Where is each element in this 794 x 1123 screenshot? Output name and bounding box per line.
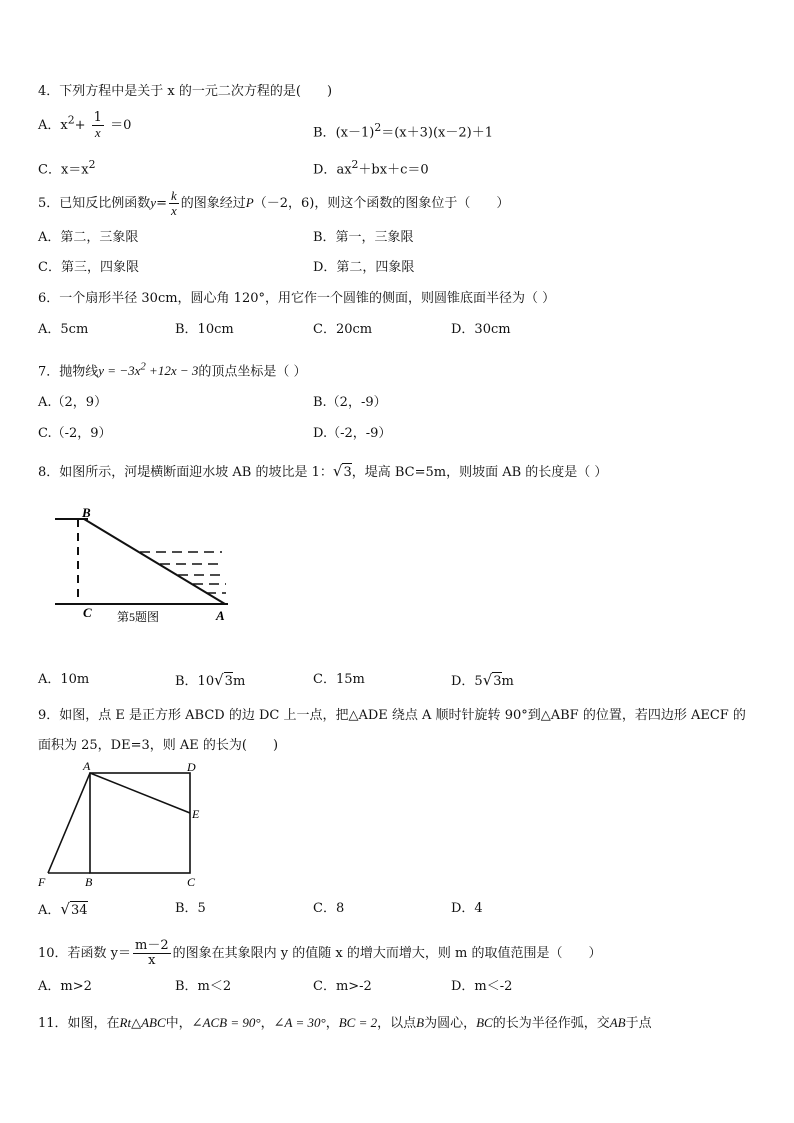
q8-levee-figure [50,500,240,630]
q6-option-b[interactable]: B．10cm [175,322,234,337]
q9-label-b: B [85,875,93,889]
q9-option-b[interactable]: B．5 [175,901,206,916]
q10-option-d[interactable]: D．m＜-2 [451,979,513,994]
q8-option-d[interactable]: D．5√3m [451,671,514,689]
q8-option-a[interactable]: A．10m [38,672,90,687]
q8-water-dashes [140,552,226,593]
q7-option-a[interactable]: A.（2，9） [38,395,108,410]
q5-option-b[interactable]: B．第一，三象限 [313,230,414,245]
q9-square-abcd [90,773,190,873]
q8-caption: 第5题图 [117,610,160,624]
q4-option-b[interactable]: B．$(x-1)^2=(x+3)(x-2)+1$ [313,121,493,141]
q8-stem: 8．如图所示，河堤横断面迎水坡 AB 的坡比是 1：√3，堤高 BC=5m，则坡面 AB 的长度是（ ） [38,462,608,480]
q9-segment-ae [90,773,190,813]
q9-stem-line1: 9．如图，点 E 是正方形 ABCD 的边 DC 上一点，把△ADE 绕点 A 顺时针旋转 90°到△ABF 的位置，若四边形 AECF 的 [38,708,746,723]
q8-option-b[interactable]: B．10√3m [175,671,246,689]
q4-option-a[interactable]: A．$x^2+$ $\frac{1}{x}$ ＝0 [38,110,132,140]
q7-option-d[interactable]: D.（-2，-9） [313,426,392,441]
q10-option-a[interactable]: A．m>2 [38,979,92,994]
q5-option-c[interactable]: C．第三，四象限 [38,260,139,275]
q9-label-a: A [83,759,91,773]
q8-slope-ab [84,519,225,604]
q10-option-b[interactable]: B．m＜2 [175,979,232,994]
q7-stem: 7．抛物线$y = -3x^2 +12x - 3$的顶点坐标是（ ） [38,361,307,380]
q9-segment-af [48,773,90,873]
q5-option-a[interactable]: A．第二，三象限 [38,230,139,245]
q6-option-d[interactable]: D．30cm [451,322,511,337]
q9-label-e: E [192,807,200,821]
q9-label-d: D [187,760,196,774]
q8-label-c: C [83,605,92,620]
q8-label-b: B [82,505,91,520]
q4-option-d[interactable]: D．$ax^2+bx+c=0$ [313,158,429,178]
q4-stem: 4．下列方程中是关于 x 的一元二次方程的是( ) [38,84,333,99]
q10-stem: 10．若函数 y＝ $\frac{m-2}{x}$ 的图象在其象限内 y 的值随 x 的增大而增大，则 m 的取值范围是（ ） [38,938,602,968]
q6-option-a[interactable]: A．5cm [38,322,89,337]
q9-square-figure [35,758,215,890]
q6-stem: 6．一个扇形半径 30cm，圆心角 120°，用它作一个圆锥的侧面，则圆锥底面半径为（ ） [38,291,556,306]
q7-option-b[interactable]: B.（2，-9） [313,395,387,410]
q9-label-c: C [187,875,196,889]
q6-option-c[interactable]: C．20cm [313,322,373,337]
q4-option-c[interactable]: C．$x=x^2$ [38,158,96,178]
q9-option-a[interactable]: A．√34 [38,900,88,918]
q10-option-c[interactable]: C．m>-2 [313,979,372,994]
q9-option-d[interactable]: D．4 [451,901,483,916]
q7-formula: $y = -3x^2 +12x - 3$ [98,361,199,379]
q9-stem-line2: 面积为 25，DE=3，则 AE 的长为( ) [38,738,279,753]
q11-stem: 11．如图，在Rt△ABC中，∠ACB = 90°，∠A = 30°，BC = 2，以点B为圆心，BC的长为半径作弧，交AB于点 [38,1015,652,1031]
q4-a-fraction: $\frac{1}{x}$ [93,110,102,140]
q8-option-c[interactable]: C．15m [313,672,365,687]
q5-stem: 5．已知反比例函数y= $\frac{k}{x}$ 的图象经过P（－2，6)，则这个函数的图象位于（ ） [38,188,510,218]
q5-option-d[interactable]: D．第二，四象限 [313,260,415,275]
q9-option-c[interactable]: C．8 [313,901,345,916]
q7-option-c[interactable]: C.（-2，9） [38,426,112,441]
q8-label-a: A [216,608,225,623]
q9-label-f: F [38,875,46,889]
